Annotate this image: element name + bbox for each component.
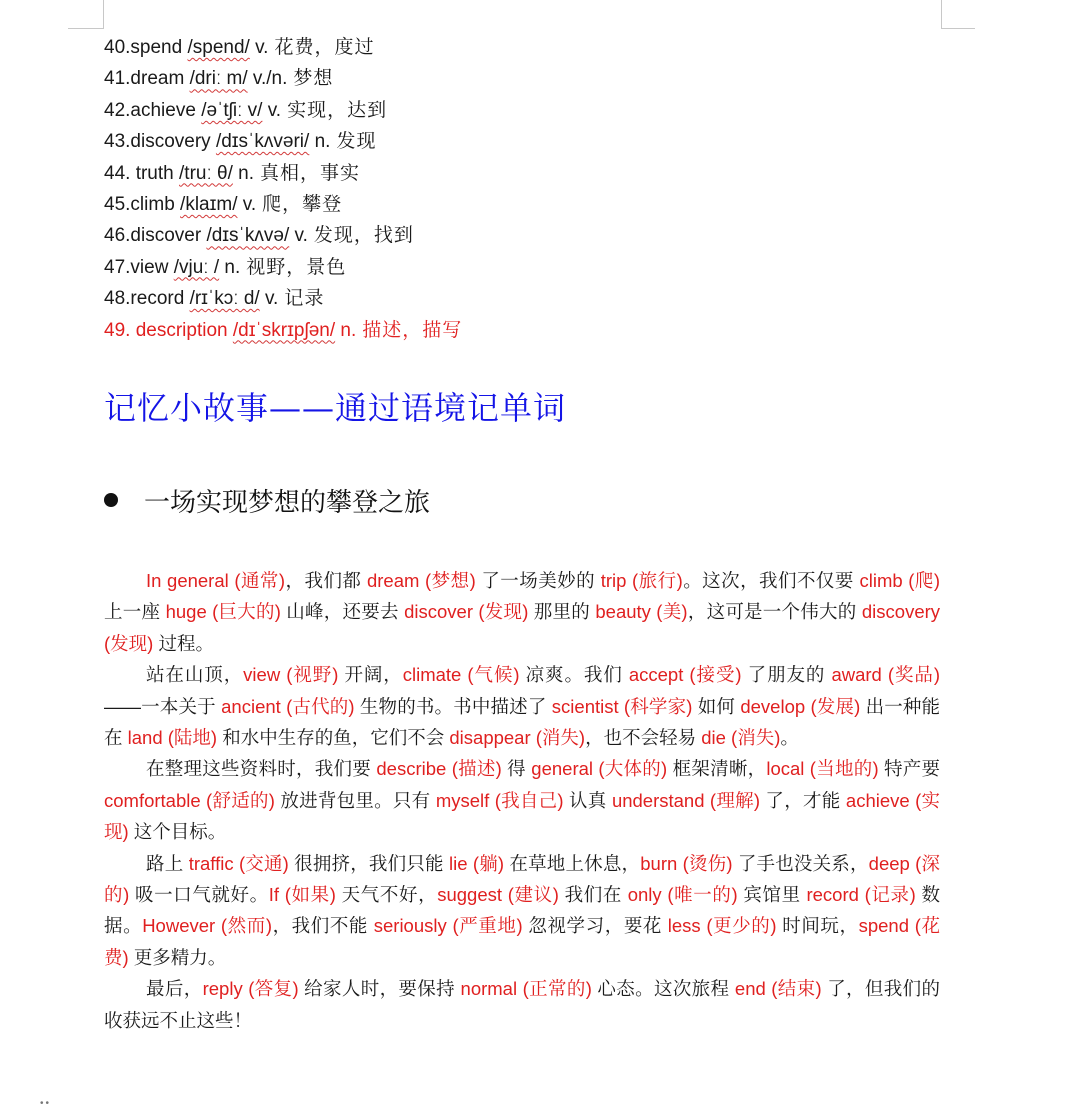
story-text: ，我们都 xyxy=(285,570,367,591)
keyword: view (视野) xyxy=(243,664,339,686)
vocab-meaning: 描述，描写 xyxy=(362,319,463,341)
keyword: suggest (建议) xyxy=(437,884,559,906)
keyword: If (如果) xyxy=(268,884,336,906)
vocab-number: 40. xyxy=(104,37,131,58)
vocab-item xyxy=(104,252,924,283)
vocab-phonetic: /dɪsˈkʌvəri/ xyxy=(215,131,310,153)
vocab-word: truth xyxy=(135,162,174,184)
story-text: 开阔， xyxy=(338,664,403,686)
keyword: less (更少的) xyxy=(667,915,777,937)
story-text: 宾馆里 xyxy=(737,884,807,906)
vocab-number: 42. xyxy=(104,99,131,121)
vocab-part-of-speech: n. xyxy=(238,162,255,184)
vocab-meaning: 爬，攀登 xyxy=(262,193,343,215)
story-text: 我们在 xyxy=(558,884,628,906)
story-text: 和水中生存的鱼，它们不会 xyxy=(217,727,450,749)
story-text: 了朋友的 xyxy=(741,664,832,686)
keyword: traffic (交通) xyxy=(188,852,289,874)
keyword: disappear (消失) xyxy=(449,727,586,749)
vocab-part-of-speech: n. xyxy=(314,131,331,153)
story-body xyxy=(104,565,940,1036)
crop-mark-top-right xyxy=(941,28,975,29)
keyword: die (消失) xyxy=(701,727,781,749)
keyword: trip (旅行) xyxy=(600,570,683,591)
keyword: However (然而) xyxy=(142,915,272,937)
vocab-word: achieve xyxy=(130,99,196,121)
story-text: 路上 xyxy=(146,852,189,874)
story-text: 站在山顶， xyxy=(146,664,244,686)
vocab-phonetic: /spend/ xyxy=(187,37,250,58)
story-text: 。这次，我们不仅要 xyxy=(682,570,860,591)
vocab-number: 48. xyxy=(104,288,131,310)
keyword: myself (我自己) xyxy=(435,789,564,811)
keyword: achieve (实现) xyxy=(104,789,940,843)
crop-mark-top-right xyxy=(941,0,942,28)
story-text: 天气不好， xyxy=(335,884,438,906)
vocab-word: description xyxy=(135,319,228,341)
keyword: general (大体的) xyxy=(531,758,668,780)
story-text: 时间玩， xyxy=(776,915,859,937)
story-text: 上一座 xyxy=(104,601,166,623)
keyword: comfortable (舒适的) xyxy=(104,789,275,811)
vocab-phonetic: /driː m/ xyxy=(189,68,248,90)
story-text: 了手也没关系， xyxy=(732,852,869,874)
keyword: record (记录) xyxy=(806,884,916,906)
vocab-number: 41. xyxy=(104,68,131,90)
more-dots-icon: •• xyxy=(40,1098,52,1109)
vocab-phonetic: /rɪˈkɔː d/ xyxy=(189,288,260,310)
vocabulary-list xyxy=(104,32,924,346)
keyword: huge (巨大的) xyxy=(165,601,281,623)
keyword: scientist (科学家) xyxy=(551,695,693,717)
vocab-phonetic: /dɪsˈkʌvə/ xyxy=(206,225,290,247)
keyword: normal (正常的) xyxy=(460,978,592,1000)
story-text: 给家人时，要保持 xyxy=(298,978,461,1000)
vocab-item xyxy=(104,189,924,220)
keyword: only (唯一的) xyxy=(627,884,738,906)
story-paragraph xyxy=(104,659,940,753)
vocab-part-of-speech: n. xyxy=(340,319,357,341)
keyword: lie (躺) xyxy=(449,852,505,874)
story-text: 了，才能 xyxy=(760,789,846,811)
vocab-word: climb xyxy=(130,193,175,215)
story-text: 很拥挤，我们只能 xyxy=(288,852,450,874)
vocab-meaning: 视野，景色 xyxy=(246,256,347,278)
story-text: 更多精力。 xyxy=(128,946,227,968)
vocab-word: view xyxy=(130,256,169,278)
vocab-part-of-speech: v. xyxy=(294,225,308,247)
story-text: 框架清晰， xyxy=(667,758,767,780)
vocab-item xyxy=(104,283,924,314)
keyword: reply (答复) xyxy=(202,978,299,1000)
story-text: 最后， xyxy=(146,978,203,1000)
keyword: develop (发展) xyxy=(740,695,861,717)
keyword: beauty (美) xyxy=(595,601,688,623)
vocab-number: 44. xyxy=(104,162,136,184)
story-text: 忽视学习，要花 xyxy=(522,915,668,937)
keyword: climate (气候) xyxy=(402,664,520,686)
vocab-item xyxy=(104,158,924,189)
story-text: 数据。 xyxy=(104,884,941,937)
vocab-part-of-speech: v. xyxy=(267,99,282,121)
keyword: award (奖品) xyxy=(831,664,941,686)
vocab-part-of-speech: n. xyxy=(224,256,241,278)
keyword: climb (爬) xyxy=(859,570,940,591)
vocab-part-of-speech: v./n. xyxy=(252,68,288,90)
keyword: dream (梦想) xyxy=(366,570,476,591)
story-text: 如何 xyxy=(692,695,741,717)
story-text: ，这可是一个伟大的 xyxy=(687,601,862,623)
vocab-number: 49. xyxy=(104,319,136,341)
keyword: discovery (发现) xyxy=(104,601,941,654)
keyword: seriously (严重地) xyxy=(373,915,523,937)
keyword: understand (理解) xyxy=(611,789,761,811)
story-text: 得 xyxy=(501,758,532,780)
story-text: 认真 xyxy=(563,789,612,811)
keyword: accept (接受) xyxy=(628,664,742,686)
vocab-phonetic: /əˈtʃiː v/ xyxy=(201,99,263,121)
keyword: spend (花费) xyxy=(104,915,940,968)
story-text: 放进背包里。只有 xyxy=(274,789,436,811)
keyword: burn (烫伤) xyxy=(640,852,733,874)
vocab-phonetic: /truː θ/ xyxy=(179,162,233,184)
vocab-word: spend xyxy=(130,37,183,58)
vocab-phonetic: /klaɪm/ xyxy=(180,193,238,215)
keyword: discover (发现) xyxy=(404,601,529,623)
bullet-icon xyxy=(104,493,118,507)
vocab-word: discover xyxy=(130,225,202,247)
story-text: 了一场美妙的 xyxy=(475,570,601,591)
vocab-number: 43. xyxy=(104,131,131,153)
story-paragraph xyxy=(104,753,940,847)
story-text: 山峰，还要去 xyxy=(280,601,405,623)
vocab-meaning: 记录 xyxy=(284,288,325,310)
story-text: 了，但我们的收获远不止这些！ xyxy=(104,978,941,1031)
vocab-number: 46. xyxy=(104,225,131,247)
story-text: 。 xyxy=(780,727,799,749)
vocab-meaning: 发现 xyxy=(336,131,377,153)
section-title: 记忆小故事——通过语境记单词 xyxy=(104,389,567,427)
vocab-word: dream xyxy=(130,68,185,90)
story-text: 凉爽。我们 xyxy=(519,664,629,686)
vocab-meaning: 真相，事实 xyxy=(260,162,361,184)
vocab-meaning: 实现，达到 xyxy=(287,99,388,121)
story-text: 在整理这些资料时，我们要 xyxy=(146,758,377,780)
vocab-number: 45. xyxy=(104,193,131,215)
story-text: 心态。这次旅程 xyxy=(591,978,735,1000)
vocab-part-of-speech: v. xyxy=(255,37,269,58)
vocab-part-of-speech: v. xyxy=(264,288,279,310)
vocab-phonetic: /vjuː / xyxy=(173,256,220,278)
keyword: describe (描述) xyxy=(376,758,502,780)
story-heading-text: 一场实现梦想的攀登之旅 xyxy=(144,488,431,518)
vocab-number: 47. xyxy=(104,256,131,278)
vocab-item xyxy=(104,315,924,346)
story-paragraph xyxy=(104,848,940,974)
story-paragraph xyxy=(104,973,940,1036)
story-text: 吸一口气就好。 xyxy=(129,884,269,906)
story-text: ，也不会轻易 xyxy=(585,727,702,749)
vocab-item xyxy=(104,220,924,251)
story-text: 特产要 xyxy=(878,758,941,780)
story-heading xyxy=(104,482,430,519)
keyword: land (陆地) xyxy=(127,727,218,749)
keyword: end (结束) xyxy=(734,978,822,1000)
vocab-part-of-speech: v. xyxy=(242,193,257,215)
vocab-word: discovery xyxy=(130,131,211,153)
vocab-word: record xyxy=(130,288,185,310)
keyword: ancient (古代的) xyxy=(221,695,355,717)
story-text: ，我们不能 xyxy=(272,915,374,937)
vocab-meaning: 花费，度过 xyxy=(274,37,375,58)
story-text: 出一种能在 xyxy=(104,695,941,749)
story-text: 在草地上休息， xyxy=(504,852,641,874)
keyword: local (当地的) xyxy=(766,758,879,780)
story-text: 那里的 xyxy=(528,601,596,623)
story-paragraph xyxy=(104,565,940,659)
story-text: 过程。 xyxy=(153,632,214,654)
vocab-item xyxy=(104,32,924,63)
vocab-meaning: 发现，找到 xyxy=(313,225,414,247)
keyword: deep (深的) xyxy=(104,852,941,906)
vocab-phonetic: /dɪˈskrɪpʃən/ xyxy=(232,319,336,341)
crop-mark-top-left xyxy=(68,28,104,29)
vocab-item xyxy=(104,95,924,126)
keyword: In general (通常) xyxy=(146,570,286,591)
vocab-item xyxy=(104,126,924,157)
story-text: 生物的书。书中描述了 xyxy=(354,695,552,717)
vocab-meaning: 梦想 xyxy=(293,68,334,90)
story-text: ——一本关于 xyxy=(104,695,222,717)
story-text: 这个目标。 xyxy=(128,821,227,843)
vocab-item xyxy=(104,63,924,94)
crop-mark-top-left xyxy=(103,0,104,28)
